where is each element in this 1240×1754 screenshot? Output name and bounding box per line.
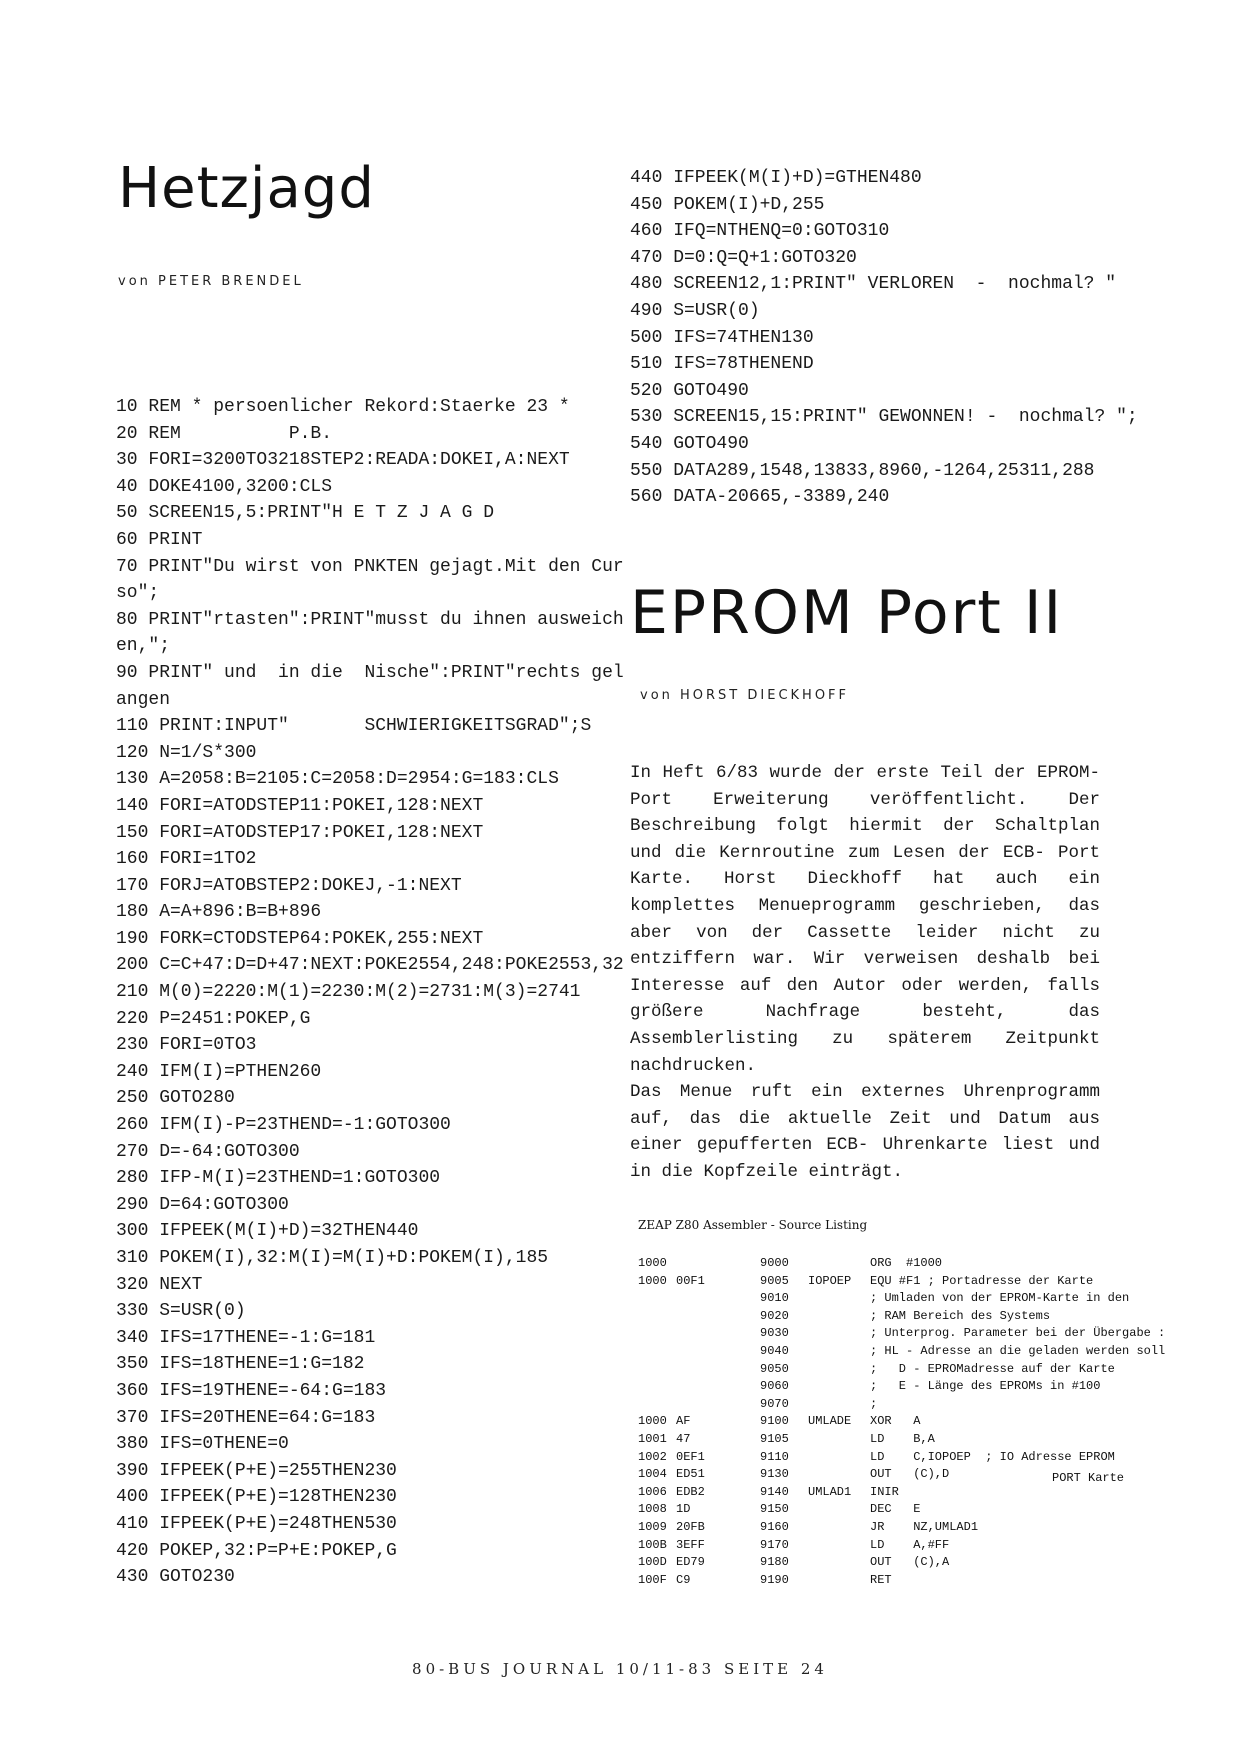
code-line: 160 FORI=1TO2 bbox=[116, 849, 257, 870]
code-line: 400 IFPEEK(P+E)=128THEN230 bbox=[116, 1487, 397, 1508]
basic-listing-right bbox=[630, 165, 1138, 511]
asm-rest: LD B,A bbox=[870, 1432, 935, 1446]
code-line: 290 D=64:GOTO300 bbox=[116, 1194, 289, 1215]
asm-line: 9070 bbox=[760, 1396, 789, 1411]
code-line: 410 IFPEEK(P+E)=248THEN530 bbox=[116, 1513, 397, 1534]
code-line: 480 SCREEN12,1:PRINT" VERLOREN - nochmal? " bbox=[630, 274, 1117, 295]
code-line: 560 DATA-20665,-3389,240 bbox=[630, 487, 890, 508]
code-line: 460 IFQ=NTHENQ=0:GOTO310 bbox=[630, 221, 890, 242]
asm-line: 9170 bbox=[760, 1537, 789, 1552]
asm-code: AF bbox=[676, 1414, 691, 1429]
code-line: 90 PRINT" und in die Nische":PRINT"rechts gel bbox=[116, 662, 624, 683]
asm-line: 9180 bbox=[760, 1555, 789, 1570]
asm-line: 9130 bbox=[760, 1467, 789, 1482]
code-line: 50 SCREEN15,5:PRINT"H E T Z J A G D bbox=[116, 503, 495, 524]
code-line: 380 IFS=0THENE=0 bbox=[116, 1434, 289, 1455]
asm-addr: 1001 bbox=[638, 1432, 667, 1446]
asm-line: 9020 bbox=[760, 1308, 789, 1323]
code-line: 260 IFM(I)-P=23THEND=-1:GOTO300 bbox=[116, 1115, 451, 1136]
code-line: 200 C=C+47:D=D+47:NEXT:POKE2554,248:POKE2553,32 bbox=[116, 955, 624, 976]
code-line: 350 IFS=18THENE=1:G=182 bbox=[116, 1354, 365, 1375]
asm-rest: ; E - Länge des EPROMs in #100 bbox=[870, 1379, 1101, 1394]
code-line: 440 IFPEEK(M(I)+D)=GTHEN480 bbox=[630, 168, 922, 188]
asm-addr: 1002 bbox=[638, 1449, 667, 1464]
asm-code: 0EF1 bbox=[676, 1449, 705, 1464]
asm-addr: 1006 bbox=[638, 1484, 667, 1499]
asm-line: 9040 bbox=[760, 1344, 789, 1358]
article-title-eprom-port: EPROM Port II bbox=[630, 578, 1064, 648]
code-line: 530 SCREEN15,15:PRINT" GEWONNEN! - nochmal? "; bbox=[630, 407, 1138, 428]
basic-listing-left bbox=[116, 394, 624, 1591]
article-paragraph: In Heft 6/83 wurde der erste Teil der EPROM-Port Erweiterung veröffentlicht. Der Beschreibung folgt hiermit der Schaltplan und die Kernroutine zum Lesen der ECB- Port Karte. Horst Dieckhoff hat auch ein komplettes Menueprogramm geschrieben, das aber von der Cassette leider nicht zu entziffern war. Wir verweisen deshalb bei Interesse auf den Autor oder werden, falls größere Nachfrage besteht, das Assemblerlisting zu späterem Zeitpunkt nachdrucken. bbox=[630, 763, 1100, 1076]
code-line: 210 M(0)=2220:M(1)=2230:M(2)=2731:M(3)=2741 bbox=[116, 982, 581, 1003]
asm-addr: 100D bbox=[638, 1555, 667, 1570]
code-line: 550 DATA289,1548,13833,8960,-1264,25311,288 bbox=[630, 460, 1095, 481]
asm-addr: 1000 bbox=[638, 1414, 667, 1429]
asm-line: 9030 bbox=[760, 1326, 789, 1341]
asm-line: 9000 bbox=[760, 1256, 789, 1270]
asm-line: 9140 bbox=[760, 1484, 789, 1499]
article-paragraph: Das Menue ruft ein externes Uhrenprogramm auf, das die aktuelle Zeit und Datum aus einer gepufferten ECB- Uhrenkarte liest und in die Kopfzeile einträgt. bbox=[630, 1082, 1100, 1182]
asm-rest: ORG #1000 bbox=[870, 1256, 943, 1270]
code-line: 140 FORI=ATODSTEP11:POKEI,128:NEXT bbox=[116, 795, 484, 816]
asm-addr: 1009 bbox=[638, 1520, 667, 1534]
code-line: 360 IFS=19THENE=-64:G=183 bbox=[116, 1380, 387, 1401]
asm-rest: JR NZ,UMLAD1 bbox=[870, 1520, 979, 1534]
code-line: 500 IFS=74THEN130 bbox=[630, 327, 814, 348]
asm-addr: 1000 bbox=[638, 1273, 667, 1288]
code-line: 110 PRINT:INPUT" SCHWIERIGKEITSGRAD";S bbox=[116, 716, 592, 737]
asm-rest: ; D - EPROMadresse auf der Karte bbox=[870, 1361, 1115, 1376]
asm-rest: ; HL - Adresse an die geladen werden soll bbox=[870, 1344, 1166, 1358]
asm-rest: RET bbox=[870, 1572, 892, 1587]
article-title-hetzjagd: Hetzjagd bbox=[118, 156, 375, 221]
code-line: angen bbox=[116, 689, 171, 710]
asm-code: ED51 bbox=[676, 1467, 705, 1482]
asm-code: 47 bbox=[676, 1432, 691, 1446]
asm-line: 9100 bbox=[760, 1414, 789, 1429]
byline-peter-brendel: von PETER BRENDEL bbox=[118, 274, 304, 289]
code-line: 510 IFS=78THENEND bbox=[630, 354, 814, 375]
code-line: 250 GOTO280 bbox=[116, 1088, 235, 1109]
code-line: 60 PRINT bbox=[116, 529, 203, 550]
asm-line: 9150 bbox=[760, 1502, 789, 1517]
asm-line: 9060 bbox=[760, 1379, 789, 1394]
code-line: 20 REM P.B. bbox=[116, 423, 333, 444]
code-line: 520 GOTO490 bbox=[630, 380, 749, 401]
asm-code: 1D bbox=[676, 1502, 691, 1517]
code-line: 240 IFM(I)=PTHEN260 bbox=[116, 1061, 322, 1082]
code-line: 310 POKEM(I),32:M(I)=M(I)+D:POKEM(I),185 bbox=[116, 1248, 549, 1268]
code-line: 390 IFPEEK(P+E)=255THEN230 bbox=[116, 1460, 397, 1481]
asm-addr: 1008 bbox=[638, 1502, 667, 1517]
code-line: 330 S=USR(0) bbox=[116, 1301, 246, 1322]
code-line: 40 DOKE4100,3200:CLS bbox=[116, 476, 333, 497]
code-line: 370 IFS=20THENE=64:G=183 bbox=[116, 1407, 376, 1428]
asm-code: 00F1 bbox=[676, 1273, 705, 1288]
code-line: 10 REM * persoenlicher Rekord:Staerke 23 * bbox=[116, 397, 570, 417]
asm-code: EDB2 bbox=[676, 1484, 705, 1499]
asm-label: IOPOEP bbox=[808, 1273, 852, 1288]
asm-line: 9110 bbox=[760, 1449, 789, 1464]
code-line: 490 S=USR(0) bbox=[630, 300, 760, 321]
code-line: 320 NEXT bbox=[116, 1274, 203, 1295]
asm-rest: ; RAM Bereich des Systems bbox=[870, 1308, 1051, 1323]
asm-line: 9050 bbox=[760, 1361, 789, 1376]
asm-rest: LD C,IOPOEP ; IO Adresse EPROM bbox=[870, 1449, 1115, 1464]
asm-addr: 1000 bbox=[638, 1256, 667, 1270]
code-line: 230 FORI=0TO3 bbox=[116, 1035, 257, 1056]
code-line: 300 IFPEEK(M(I)+D)=32THEN440 bbox=[116, 1221, 419, 1242]
asm-rest: LD A,#FF bbox=[870, 1537, 950, 1552]
code-line: 280 IFP-M(I)=23THEND=1:GOTO300 bbox=[116, 1168, 441, 1189]
asm-addr: 100B bbox=[638, 1537, 667, 1552]
code-line: 70 PRINT"Du wirst von PNKTEN gejagt.Mit den Cur bbox=[116, 556, 624, 577]
asm-line: 9010 bbox=[760, 1291, 789, 1306]
article-body bbox=[630, 760, 1100, 1186]
code-line: so"; bbox=[116, 583, 160, 604]
asm-rest: ; Umladen von der EPROM-Karte in den bbox=[870, 1291, 1130, 1306]
code-line: 150 FORI=ATODSTEP17:POKEI,128:NEXT bbox=[116, 822, 484, 843]
code-line: 130 A=2058:B=2105:C=2058:D=2954:G=183:CLS bbox=[116, 769, 559, 790]
code-line: 540 GOTO490 bbox=[630, 433, 749, 454]
asm-comment-text: PORT Karte bbox=[1052, 1470, 1125, 1485]
asm-code: 3EFF bbox=[676, 1537, 705, 1552]
code-line: 470 D=0:Q=Q+1:GOTO320 bbox=[630, 247, 857, 268]
code-line: 190 FORK=CTODSTEP64:POKEK,255:NEXT bbox=[116, 928, 484, 949]
code-line: 340 IFS=17THENE=-1:G=181 bbox=[116, 1327, 376, 1348]
asm-rest: OUT (C),A bbox=[870, 1555, 950, 1570]
code-line: 80 PRINT"rtasten":PRINT"musst du ihnen ausweich bbox=[116, 609, 624, 630]
code-line: 180 A=A+896:B=B+896 bbox=[116, 902, 322, 923]
code-line: 450 POKEM(I)+D,255 bbox=[630, 194, 825, 215]
page-footer: 80-BUS JOURNAL 10/11-83 SEITE 24 bbox=[412, 1660, 828, 1678]
asm-addr: 1004 bbox=[638, 1467, 667, 1482]
code-line: 420 POKEP,32:P=P+E:POKEP,G bbox=[116, 1540, 397, 1561]
asm-rest: XOR A bbox=[870, 1414, 921, 1429]
asm-rest: ; bbox=[870, 1396, 878, 1411]
code-line: 220 P=2451:POKEP,G bbox=[116, 1008, 311, 1029]
asm-line: 9105 bbox=[760, 1432, 789, 1446]
code-line: 120 N=1/S*300 bbox=[116, 742, 257, 763]
asm-addr: 100F bbox=[638, 1572, 667, 1587]
byline-horst-dieckhoff: von HORST DIECKHOFF bbox=[640, 688, 850, 703]
asm-rest: DEC E bbox=[870, 1502, 921, 1517]
asm-line: 9190 bbox=[760, 1572, 789, 1587]
code-line: en,"; bbox=[116, 636, 171, 657]
asm-rest: OUT (C),D bbox=[870, 1467, 950, 1482]
asm-line: 9005 bbox=[760, 1273, 789, 1288]
asm-rest: INIR bbox=[870, 1484, 899, 1499]
asm-label: UMLAD1 bbox=[808, 1484, 852, 1499]
assembler-header: ZEAP Z80 Assembler - Source Listing bbox=[638, 1218, 868, 1232]
asm-code: ED79 bbox=[676, 1555, 705, 1570]
asm-rest: EQU #F1 ; Portadresse der Karte bbox=[870, 1273, 1094, 1288]
asm-code: C9 bbox=[676, 1572, 691, 1587]
asm-rest: ; Unterprog. Parameter bei der Übergabe : bbox=[870, 1326, 1166, 1341]
code-line: 430 GOTO230 bbox=[116, 1567, 235, 1588]
asm-code: 20FB bbox=[676, 1520, 705, 1534]
code-line: 270 D=-64:GOTO300 bbox=[116, 1141, 300, 1162]
code-line: 30 FORI=3200TO3218STEP2:READA:DOKEI,A:NEXT bbox=[116, 450, 570, 471]
asm-line: 9160 bbox=[760, 1520, 789, 1534]
code-line: 170 FORJ=ATOBSTEP2:DOKEJ,-1:NEXT bbox=[116, 875, 462, 896]
asm-label: UMLADE bbox=[808, 1414, 852, 1429]
